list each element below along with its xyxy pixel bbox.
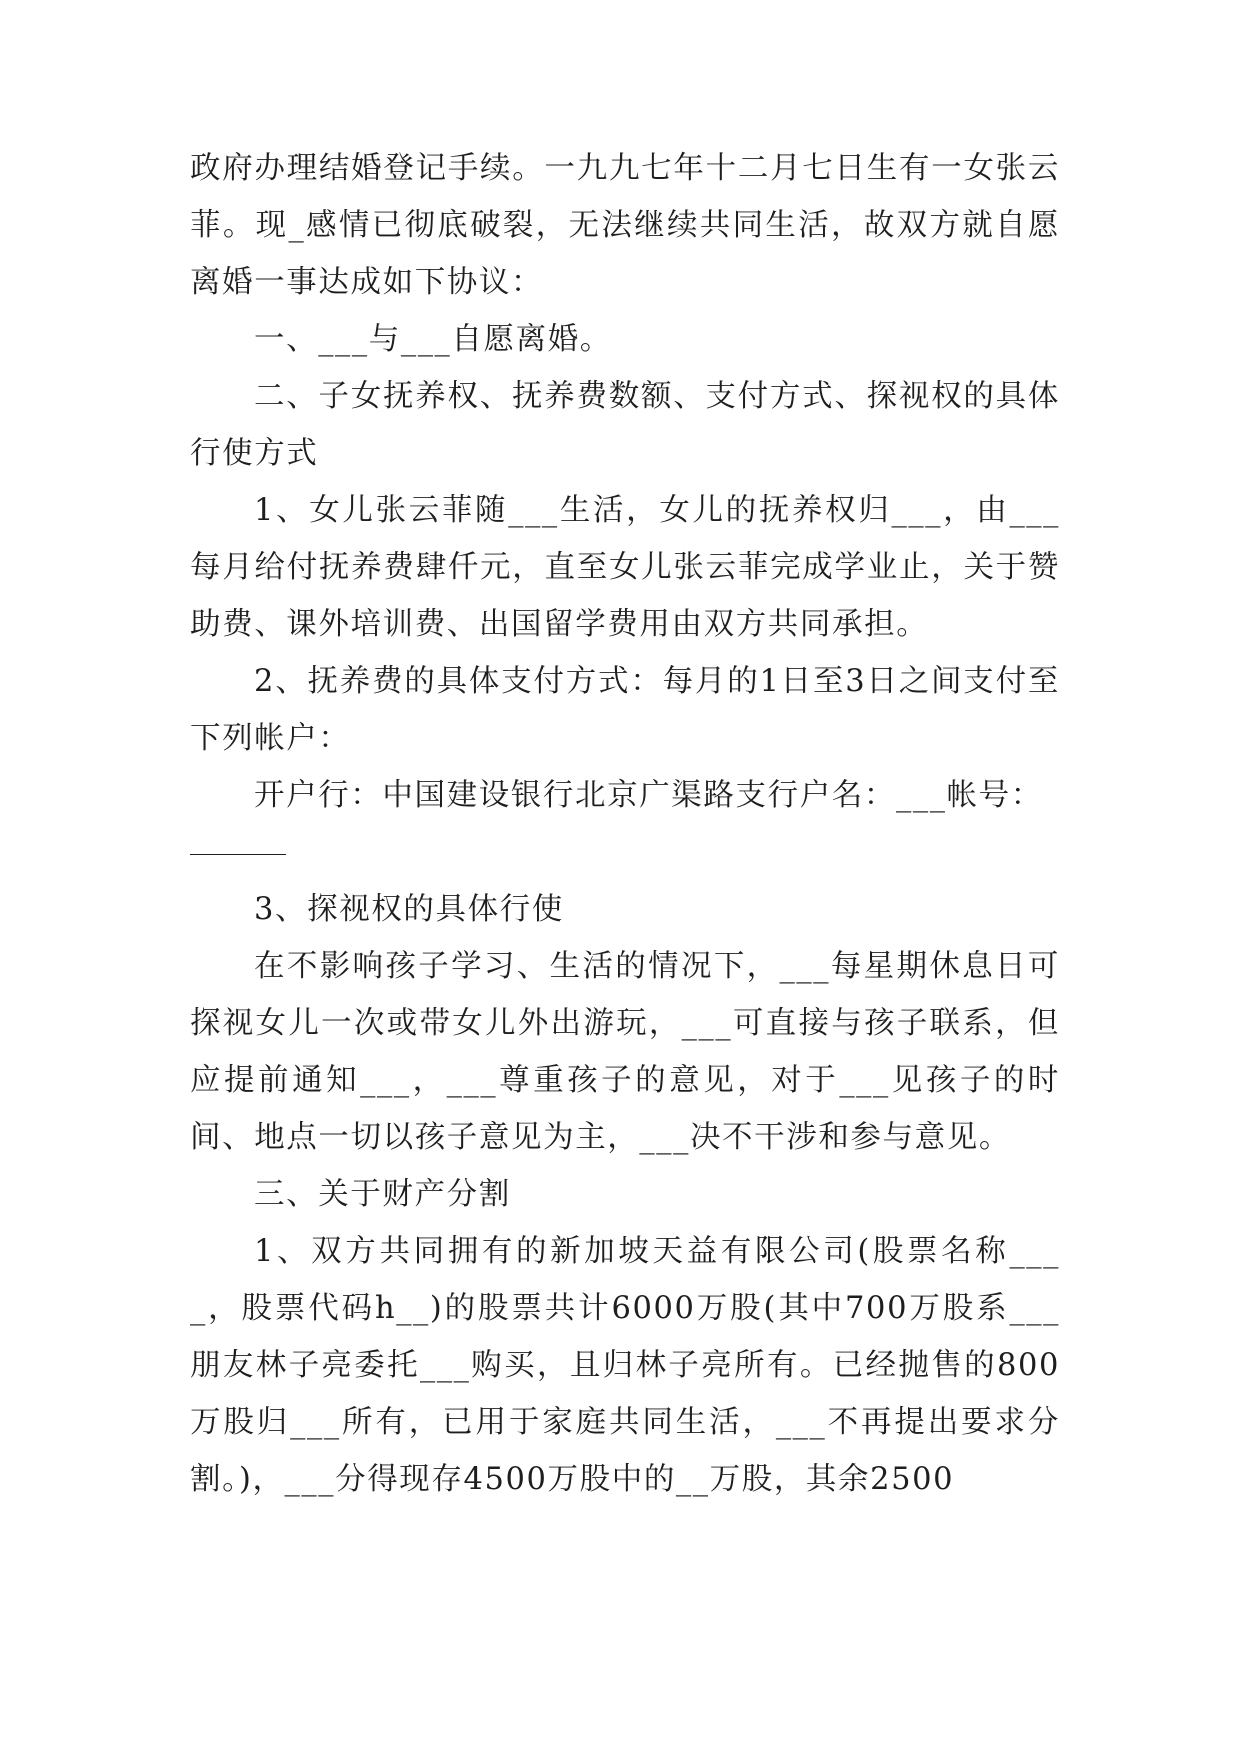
- paragraph-payment-method: 2、抚养费的具体支付方式：每月的1日至3日之间支付至下列帐户：: [190, 664, 1060, 756]
- paragraph-bank-account: 开户行：中国建设银行北京广渠路支行户名：___帐号：: [254, 778, 1043, 813]
- account-number-underline: [190, 854, 286, 855]
- paragraph-property-shares: 1、双方共同拥有的新加坡天益有限公司(股票名称____，股票代码h__)的股票共计6000万股(其中700万股系___朋友林子亮委托___购买，且归林子亮所有。已经抛售的800万股归___所有，已用于家庭共同生活，___不再提出要求分割。)，___分得现存4500万股中的__万股，其余2500: [190, 1234, 1060, 1497]
- paragraph-visitation-heading: 3、探视权的具体行使: [254, 892, 564, 927]
- paragraph-clause-three-heading: 三、关于财产分割: [254, 1177, 511, 1212]
- paragraph-custody: 1、女儿张云菲随___生活，女儿的抚养权归___，由___每月给付抚养费肆仟元，直至女儿张云菲完成学业止，关于赞助费、课外培训费、出国留学费用由双方共同承担。: [190, 493, 1060, 642]
- paragraph-visitation-details: 在不影响孩子学习、生活的情况下，___每星期休息日可探视女儿一次或带女儿外出游玩，___可直接与孩子联系，但应提前通知___，___尊重孩子的意见，对于___见孩子的时间、地点一切以孩子意见为主，___决不干涉和参与意见。: [190, 949, 1060, 1155]
- document-page: [190, 140, 1060, 1508]
- paragraph-marriage-registration: 政府办理结婚登记手续。一九九七年十二月七日生有一女张云菲。现_感情已彻底破裂，无法继续共同生活，故双方就自愿离婚一事达成如下协议：: [190, 151, 1060, 300]
- account-number-blank: [190, 824, 1060, 881]
- paragraph-clause-two-heading: 二、子女抚养权、抚养费数额、支付方式、探视权的具体行使方式: [190, 379, 1060, 471]
- paragraph-clause-one: 一、___与___自愿离婚。: [254, 322, 612, 357]
